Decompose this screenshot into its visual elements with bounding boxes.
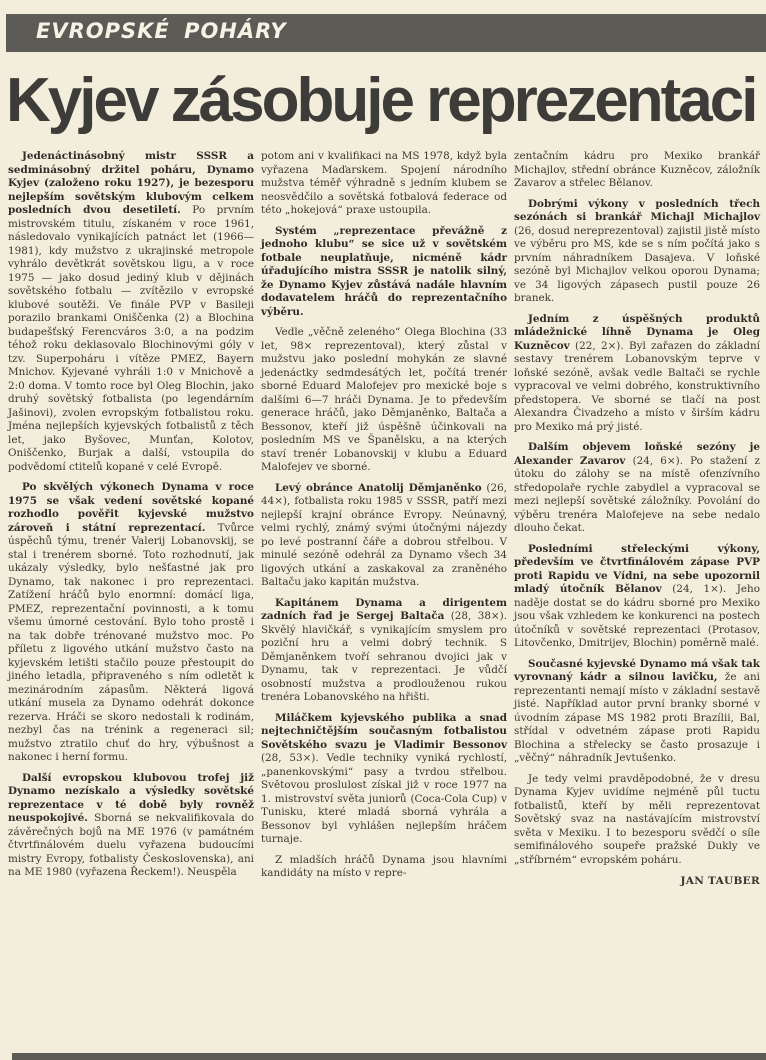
paragraph-text: Po prvním mistrovském titulu, získaném v roce 1961, následovalo vynikajících patnáct let (1966—1981), kdy mužstvo z ukrajinské metropole vyhrálo devětkrát sovětskou ligu, a v roce 1975 — jako dosud jediný klub v dějinách sovětského fotbalu — zvítězilo v evropské klubové soutěži. Ve finále PVP v Basileji porazilo brankami Oniščenka (2) a Blochina budapešťský Ferencváros 3:0, a na podzim téhož roku deklasovalo Blochinovými góly v tzv. Superpoháru i vítěze PMEZ, Bayern Mnichov. Kyjevané vyhráli 1:0 v Mnichově a 2:0 doma. V tomto roce byl Oleg Blochin, jako druhý sovětský fotbalista (po legendárním Jašinovi), zvolen evropským fotbalistou roku. Jména nejlepších kyjevských fotbalistů z těch let, jako Byšovec, Munťan, Kolotov, Oniščenko, Burjak a další, vstoupila do podvědomí ctitelů kopané v celé Evropě. [8, 204, 254, 473]
paragraph-text: (24, 6×). Po stažení z útoku do zálohy se na místě ofenzívního středopolaře rychle zabydlel a vypracoval se mezi nejlepší sovětské záložníky. Povolání do výběru trenéra Malofejeve na sebe nedalo dlouho čekat. [514, 454, 760, 534]
paragraph-text: Z mladších hráčů Dynama jsou hlavními kandidáty na místo v repre- [261, 853, 507, 879]
paragraph [261, 326, 507, 475]
paragraph-lead: Miláčkem kyjevského publika a snad nejtechničtějším současným fotbalistou Sovětského svazu je Vladimir Bessonov [261, 711, 507, 751]
paragraph-lead: Po skvělých výkonech Dynama v roce 1975 se však vedení sovětské kopané rozhodlo pověřit kyjevské mužstvo zároveň i státní reprezentací. [8, 481, 254, 534]
paragraph [8, 481, 254, 765]
paragraph-text: Vedle „věčně zeleného“ Olega Blochina (33 let, 98× reprezentoval), který zůstal v mužstvu jako poslední mohykán ze slavné jedenáctky sedmdesátých let, počítá trenér sborné Eduard Malofejev pro mexické boje s dalšími 6—7 hráči Dynama. Je to především generace hráčů, jako Děmjaněnko, Baltača a Bessonov, kteří již úspěšně účinkovali na posledním MS ve Španělsku, a na kterých staví trenér Lobanovskij v klubu a Eduard Malofejev ve sborné. [261, 326, 507, 473]
headline: Kyjev zásobuje reprezentaci [6, 66, 756, 135]
paragraph [514, 441, 760, 536]
paragraph [261, 712, 507, 847]
paragraph-lead: Kapitánem Dynama a dirigentem zadních řad je Sergej Baltača [261, 596, 507, 622]
paragraph-text: potom ani v kvalifikaci na MS 1978, když byla vyřazena Maďarskem. Spojení národního mužstva téměř výhradně s jedním klubem se neosvědčilo a sovětská fotbalová federace od této „hokejová“ praxe ustoupila. [261, 150, 507, 216]
paragraph-text: že ani reprezentanti nemají místo v základní sestavě jisté. Například autor první branky sborné v úvodním zápase MS 1982 proti Brazílii, Bal, střídal v odvetném zápase proti Rapidu Blochina a střelecky se často prosazuje i „věčný“ náhradník Jevtušenko. [514, 671, 760, 764]
paragraph-lead: Jedním z úspěšných produktů mládežnické líhně Dynama je Oleg Kuzněcov [514, 312, 760, 352]
bottom-rule [12, 1053, 766, 1060]
paragraph [514, 150, 760, 191]
column-3 [514, 150, 760, 889]
paragraph-text: (26, dosud nereprezentoval) zajistil jistě místo ve výběru pro MS, kde se s ním počítá jako s prvním náhradníkem Dasajeva. V loňské sezóně byl Michajlov velkou oporou Dynama; ve 34 ligových zápasech pustil pouze 26 branek. [514, 224, 760, 304]
paragraph [8, 150, 254, 474]
paragraph-text: Tvůrce úspěchů týmu, trenér Valerij Lobanovskij, se stal i trenérem sborné. Toto rozhodnutí, jak ukázaly výsledky, bylo nešťastné jak pro Dynamo, tak nakonec i pro reprezentaci. Zatížení hráčů bylo enormní: domácí liga, PMEZ, reprezentační povinnosti, a k tomu všemu úmorné cestování. Bylo toho prostě i na tak dobře trénované mužstvo moc. Po příletu z ligového utkání mužstvo často na kyjevském letišti stačilo pouze přestoupit do jiného letadla, připraveného s ním odletět k mezinárodním zápasům. Některá ligová utkání musela za Dynamo odehrát dokonce rezerva. Hráči se skoro nedostali k rodinám, nezbyl čas na trénink a regeneraci sil; mužstvo ztratilo chuť do hry, výbušnost a nakonec i herní formu. [8, 521, 254, 763]
paragraph-text: (24, 1×). Jeho naděje dostat se do kádru sborné pro Mexiko jsou však vzhledem ke konkurenci na postech útočníků v sovětské reprezentaci (Protasov, Litovčenko, Dmitrijev, Blochin) poměrně malé. [514, 583, 760, 649]
paragraph-text: (28, 53×). Vedle techniky vyniká rychlostí, „panenkovskými“ pasy a tvrdou střelbou. Světovou proslulost získal již v roce 1977 na 1. mistrovství světa juniorů (Coca-Cola Cup) v Tunisku, které mladá sborná vyhrála a Bessonov byl vyhlášen nejlepším hráčem turnaje. [261, 752, 507, 845]
paragraph-lead: Posledními střeleckými výkony, především ve čtvrtfinálovém zápase PVP proti Rapidu ve Vídni, na sebe upozornil mladý útočník Bělanov [514, 542, 760, 595]
paragraph-lead: Současné kyjevské Dynamo má však tak vyrovnaný kádr a silnou lavičku, [514, 657, 760, 683]
paragraph [261, 482, 507, 590]
paragraph-text: (26, 44×), fotbalista roku 1985 v SSSR, patří mezi nejlepší krajní obránce Evropy. Neúnavný, velmi rychlý, známý svými útočnými nájezdy po levé postranní čáře a dobrou střelbou. V minulé sezóně odehrál za Dynamo všech 34 ligových utkání a zaskakoval za zraněného Baltaču jako kapitán mužstva. [261, 481, 507, 588]
paragraph-lead: Dobrými výkony v posledních třech sezónách si brankář Michajl Michajlov [514, 197, 760, 223]
paragraph-lead: Další evropskou klubovou trofej již Dynamo nezískalo a výsledky sovětské reprezentace v té době byly rovněž neuspokojivé. [8, 771, 254, 824]
article-columns [8, 150, 760, 889]
author-byline: JAN TAUBER [680, 875, 760, 887]
paragraph [261, 150, 507, 218]
paragraph [261, 225, 507, 320]
paragraph [8, 772, 254, 880]
column-2 [261, 150, 507, 888]
paragraph [514, 198, 760, 306]
paragraph [261, 854, 507, 881]
column-1 [8, 150, 254, 887]
paragraph [261, 597, 507, 705]
paragraph [514, 658, 760, 766]
paragraph-text: Sborná se nekvalifikovala do závěrečných bojů na ME 1976 (v památném čtvrtfinálovém duelu vyřazena budoucími mistry Evropy, fotbalisty Československa), ani na ME 1980 (vyřazena Řeckem!). Neuspěla [8, 812, 254, 878]
section-rubric-band [6, 14, 766, 52]
paragraph [514, 773, 760, 868]
section-rubric: EVROPSKÉ POHÁRY [36, 19, 287, 43]
paragraph-text: (28, 38×). Skvělý hlavičkář, s vynikajícím smyslem pro poziční hru a velmi dobrý technik. S Děmjaněnkem tvoří sehranou dvojici jak v Dynamu, tak v reprezentaci. Je vůdčí osobností mužstva a prodlouženou rukou trenéra Lobanovského na hřišti. [261, 610, 507, 703]
paragraph-text: (22, 2×). Byl zařazen do základní sestavy trenérem Lobanovským teprve v loňské sezóně, avšak vedle Baltači se rychle vypracoval ve velmi dobrého, konstruktivního předstopera. Ve sborné se tlačí na post Alexandra Čivadzeho a místo v širším kádru pro Mexiko má prý jisté. [514, 339, 760, 433]
paragraph [514, 313, 760, 435]
paragraph-text: Je tedy velmi pravděpodobné, že v dresu Dynama Kyjev uvidíme nejméně půl tuctu fotbalistů, kteří by měli reprezentovat Sovětský svaz na nastávajícím mistrovství světa v Mexiku. I to bezesporu svědčí o síle semifinálového soupeře pražské Dukly ve „stříbrném“ evropském poháru. [514, 772, 760, 866]
paragraph [514, 543, 760, 651]
paragraph-lead: Levý obránce Anatolij Děmjaněnko [275, 481, 482, 494]
paragraph-lead: Systém „reprezentace převážně z jednoho klubu“ se sice už v sovětském fotbale neuplatňuje, nicméně kádr úřadujícího mistra SSSR je natolik silný, že Dynamo Kyjev zůstává nadále hlavním dodavatelem hráčů do reprezentačního výběru. [261, 224, 507, 318]
paragraph-text: zentačním kádru pro Mexiko brankář Michajlov, střední obránce Kuzněcov, záložník Zavarov a střelec Bělanov. [514, 150, 760, 189]
paragraph-lead: Dalším objevem loňské sezóny je Alexander Zavarov [514, 441, 760, 467]
paragraph-lead: Jedenáctinásobný mistr SSSR a sedminásobný držitel poháru, Dynamo Kyjev (založeno roku 1927), je bezesporu nejlepším sovětským klubovým celkem posledních dvou desetiletí. [8, 150, 254, 216]
